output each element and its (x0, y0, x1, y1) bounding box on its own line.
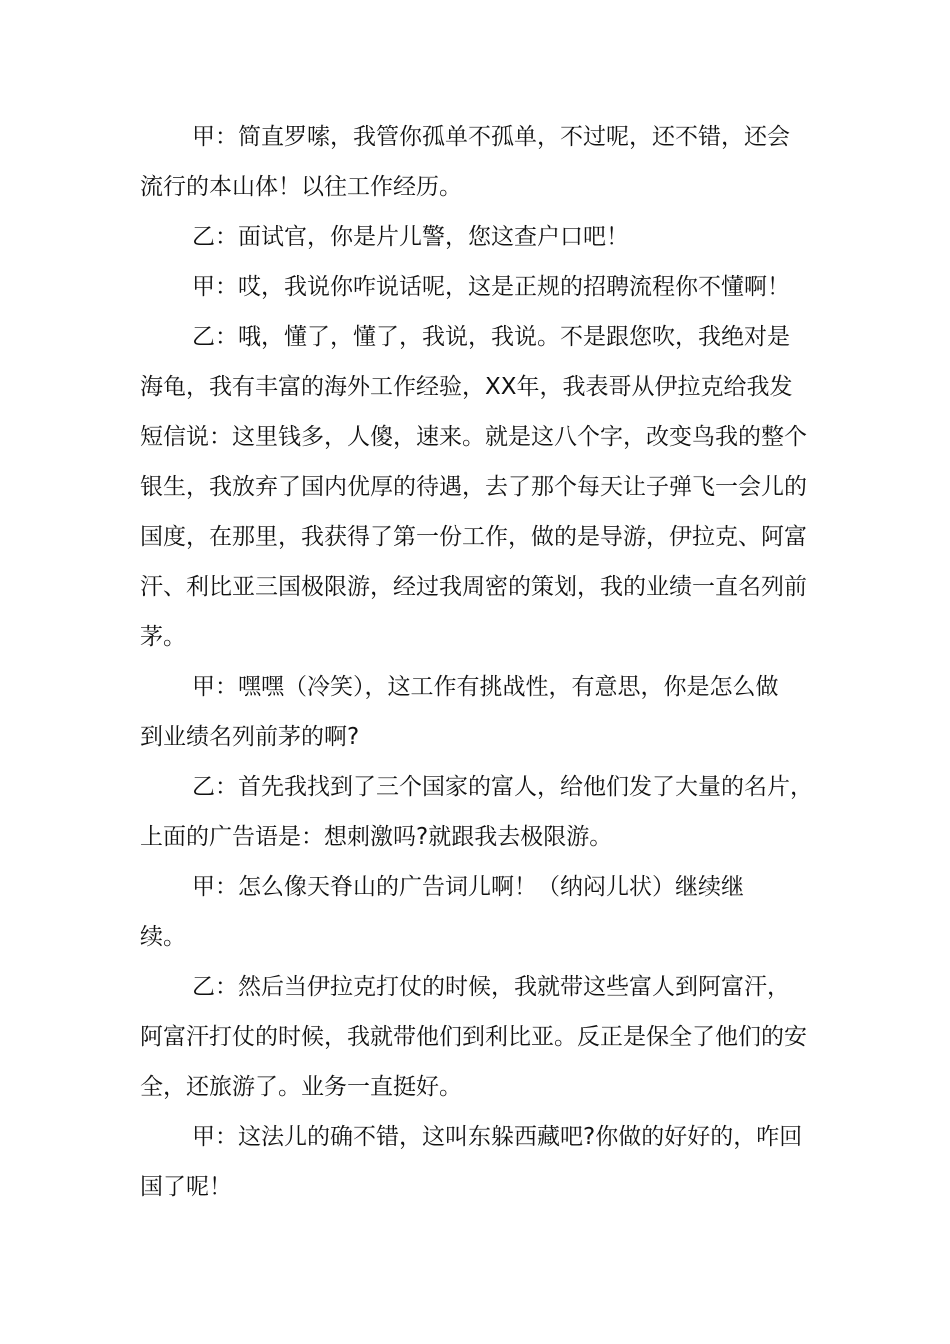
text-line: 甲：这法儿的确不错，这叫东躲西藏吧?你做的好好的，咋回 (192, 1124, 803, 1150)
paragraph (140, 112, 820, 212)
text-line: 汗、利比亚三国极限游，经过我周密的策划，我的业绩一直名列前 (140, 574, 807, 600)
text-line: 短信说：这里钱多，人傻，速来。就是这八个字，改变鸟我的整个 (140, 424, 807, 450)
paragraph (140, 1112, 820, 1212)
text-line: 茅。 (140, 624, 186, 650)
text-line: 乙：然后当伊拉克打仗的时候，我就带这些富人到阿富汗， (192, 974, 790, 1000)
text-line: 续。 (140, 924, 186, 950)
text-line: 阿富汗打仗的时候，我就带他们到利比亚。反正是保全了他们的安 (140, 1024, 807, 1050)
text-line: 乙：面试官，你是片儿警，您这查户口吧！ (192, 224, 629, 250)
paragraph (140, 312, 820, 662)
text-line: 国了呢！ (140, 1174, 232, 1200)
document-body (140, 112, 820, 1212)
text-line: 全，还旅游了。业务一直挺好。 (140, 1074, 462, 1100)
text-line: 甲：嘿嘿（冷笑），这工作有挑战性，有意思，你是怎么做 (192, 674, 779, 700)
text-line: 流行的本山体！以往工作经历。 (140, 174, 462, 200)
paragraph (140, 662, 820, 762)
text-line: 银生，我放弃了国内优厚的待遇，去了那个每天让子弹飞一会儿的 (140, 474, 807, 500)
paragraph (140, 862, 820, 962)
text-line: 国度，在那里，我获得了第一份工作，做的是导游，伊拉克、阿富 (140, 524, 807, 550)
text-line: 到业绩名列前茅的啊? (140, 724, 360, 750)
text-line: 甲：怎么像天脊山的广告词儿啊！（纳闷儿状）继续继 (192, 874, 744, 900)
paragraph (140, 962, 820, 1112)
paragraph (140, 262, 820, 312)
text-line: 海龟，我有丰富的海外工作经验，XX年，我表哥从伊拉克给我发 (140, 374, 793, 400)
text-line: 上面的广告语是：想刺激吗?就跟我去极限游。 (140, 824, 613, 850)
text-line: 乙：首先我找到了三个国家的富人，给他们发了大量的名片， (192, 774, 813, 800)
paragraph (140, 212, 820, 262)
paragraph (140, 762, 820, 862)
text-line: 乙：哦，懂了，懂了，我说，我说。不是跟您吹，我绝对是 (192, 324, 790, 350)
text-line: 甲：简直罗嗦，我管你孤单不孤单，不过呢，还不错，还会 (192, 124, 790, 150)
text-line: 甲：哎，我说你咋说话呢，这是正规的招聘流程你不懂啊！ (192, 274, 790, 300)
